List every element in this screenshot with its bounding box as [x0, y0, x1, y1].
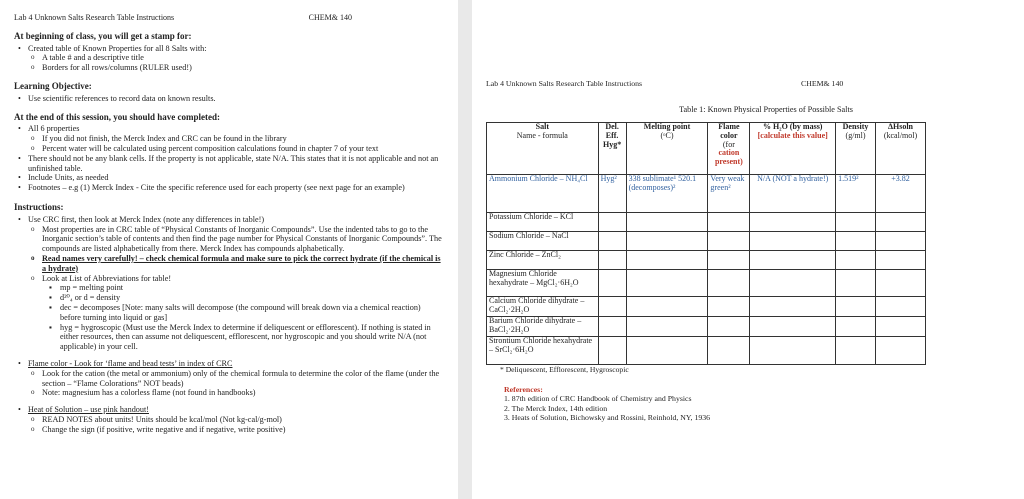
end-item4: • Footnotes – e.g (1) Merck Index - Cite the specific reference used for each property (see next page for an example) [28, 183, 442, 193]
end-sub1: o If you did not finish, the Merck Index and CRC can be found in the library [42, 134, 442, 144]
example-del: Hyg² [598, 175, 626, 213]
row-salt-srcl2: Strontium Chloride hexahydrate – SrCl₂·6H₂O [487, 337, 599, 365]
col-density: Density (g/ml) [836, 123, 876, 175]
abbr-dec: ▪ dec = decomposes [Note: many salts will decompose (the compound will break down via a chemical reaction) before turning into liquid or gas] [60, 303, 442, 323]
row-salt-bacl2: Barium Chloride dihydrate – BaCl₂·2H₂O [487, 317, 599, 337]
end-item2: • There should not be any blank cells. If the property is not applicable, state N/A. This states that it is not applicable and not an unfinished table. [28, 154, 442, 174]
reference-2: 2. The Merck Index, 14th edition [504, 403, 608, 413]
heat-item: • Heat of Solution – use pink handout! o READ NOTES about units! Units should be kcal/mol (Not kg-cal/g-mol) o Change the sign (if positive, write negative and if negative, write positive) [28, 405, 442, 434]
example-water: N/A (NOT a hydrate!) [750, 175, 836, 213]
instr-sub3: o Look at List of Abbreviations for table! ▪ mp = melting point ▪ d²⁰₄ or d = density ▪ dec = decomposes [Note: many salts will decompose (the compound will break down via a chemical reaction) before turning into liquid or gas] ▪ hyg = hygroscopic (Must use the Merck Index to determine if deliquescent or efflorescent). If nothing is stated in either resources, then can assume not deliquescent, efflorescent, nor hygroscopic and you should write N/A (not applicable) in your cell. [42, 274, 442, 352]
row-salt-kcl: Potassium Chloride – KCl [487, 213, 599, 232]
references-title: References: [504, 385, 543, 394]
flame-item: • Flame color - Look for ‘flame and bead tests’ in index of CRC o Look for the cation (the metal or ammonium) only of the chemical formula to determine the color of the flame (under the section – “Flame Colorations” NOT beads) o Note: magnesium has a colorless flame (not found in handbooks) [28, 359, 442, 398]
heat-sub1: o READ NOTES about units! Units should be kcal/mol (Not kg-cal/g-mol) [42, 415, 442, 425]
instr-list [14, 215, 442, 352]
abbr-mp: ▪ mp = melting point [60, 283, 442, 293]
table-footnote: * Deliquescent, Efflorescent, Hygroscopic [500, 365, 629, 374]
col-del: Del. Eff. Hyg* [598, 123, 626, 175]
stamp-sub2: o Borders for all rows/columns (RULER used!) [42, 63, 442, 73]
stamp-heading: At beginning of class, you will get a stamp for: [14, 30, 192, 41]
objective-item: • Use scientific references to record data on known results. [28, 94, 442, 104]
flame-sub2: o Note: magnesium has a colorless flame (not found in handbooks) [42, 388, 442, 398]
table-row [487, 232, 926, 251]
stamp-list [14, 44, 442, 73]
col-melting: Melting point (ᵒC) [626, 123, 708, 175]
heat-sub2: o Change the sign (if positive, write negative and if negative, write positive) [42, 425, 442, 435]
reference-1: 1. 87th edition of CRC Handbook of Chemistry and Physics [504, 394, 692, 404]
left-header [14, 13, 442, 23]
col-heat: ΔHsoln (kcal/mol) [876, 123, 926, 175]
row-salt-nacl: Sodium Chloride – NaCl [487, 232, 599, 251]
left-page [0, 0, 458, 499]
right-header [486, 0, 1024, 88]
page-divider [458, 0, 472, 499]
left-header-course: CHEM& 140 [308, 13, 352, 22]
table-row [487, 317, 926, 337]
end-heading: At the end of this session, you should have completed: [14, 111, 221, 122]
right-header-title: Lab 4 Unknown Salts Research Table Instructions [486, 79, 643, 88]
abbr-density: ▪ d²⁰₄ or d = density [60, 293, 442, 303]
table-caption: Table 1: Known Physical Properties of Possible Salts [679, 105, 853, 114]
example-salt: Ammonium Chloride – NH₄Cl [487, 175, 599, 213]
instr-sub2: o Read names very carefully! – check chemical formula and make sure to pick the correct hydrate (if the chemical is a hydrate) [42, 254, 442, 274]
example-flame: Very weak green² [708, 175, 750, 213]
references [504, 385, 1024, 422]
objective-heading: Learning Objective: [14, 80, 92, 91]
table-row-example [487, 175, 926, 213]
table-row [487, 213, 926, 232]
example-melting: 338 sublimate¹ 520.1 (decomposes)² [626, 175, 708, 213]
stamp-item: • Created table of Known Properties for all 8 Salts with: o A table # and a descriptive title o Borders for all rows/columns (RULER used!) [28, 44, 442, 73]
instr-sub1: o Most properties are in CRC table of “Physical Constants of Inorganic Compounds”. Use the indented tabs to go to the Inorganic section’s table of contents and then find the page number for Physical Constants of Inorganic Compounds”. The compounds are listed alphabetically from there. Merck Index has compounds alphabetically. [42, 225, 442, 254]
properties-table [486, 122, 926, 365]
right-page [472, 0, 1024, 499]
instr-item1: • Use CRC first, then look at Merck Index (note any differences in table!) o Most properties are in CRC table of “Physical Constants of Inorganic Compounds”. Use the indented tabs to go to the Inorganic section’s table of contents and then find the page number for Physical Constants of Inorganic Compounds”. The compounds are listed alphabetically from there. Merck Index has compounds alphabetically. o Read names very carefully! – check chemical formula and make sure to pick the correct hydrate (if the chemical is a hydrate) o Look at List of Abbreviations for table! ▪ mp = melting point ▪ d²⁰₄ or d = density ▪ dec = decomposes [Note: many salts will decompose (the compound will break down via a chemical reaction) before turning into liquid or gas] ▪ hyg = hygroscopic (Must use the Merck Index to determine if deliquescent or efflorescent). If nothing is stated in either resources, then can assume not deliquescent, efflorescent, nor hygroscopic and you should write N/A (not applicable) in your cell. [28, 215, 442, 352]
col-flame: Flame color (for cation present) [708, 123, 750, 175]
end-item3: • Include Units, as needed [28, 173, 442, 183]
end-sub2: o Percent water will be calculated using percent composition calculations found in chapter 7 of your text [42, 144, 442, 154]
table-row [487, 337, 926, 365]
reference-3: 3. Heats of Solution, Bichowsky and Rossini, Reinhold, NY, 1936 [504, 412, 711, 422]
row-salt-zncl2: Zinc Chloride – ZnCl₂ [487, 251, 599, 270]
row-salt-cacl2: Calcium Chloride dihydrate – CaCl₂·2H₂O [487, 297, 599, 317]
example-density: 1.519² [836, 175, 876, 213]
left-header-title: Lab 4 Unknown Salts Research Table Instructions [14, 13, 175, 22]
flame-sub1: o Look for the cation (the metal or ammonium) only of the chemical formula to determine the color of the flame (under the section – “Flame Colorations” NOT beads) [42, 369, 442, 389]
stamp-sub1: o A table # and a descriptive title [42, 53, 442, 63]
table-row [487, 251, 926, 270]
right-header-course: CHEM& 140 [801, 79, 844, 88]
table-row [487, 270, 926, 297]
row-salt-mgcl2: Magnesium Chloride hexahydrate – MgCl₂·6H₂O [487, 270, 599, 297]
table-header-row [487, 123, 926, 175]
col-water: % H₂O (by mass) [calculate this value] [750, 123, 836, 175]
abbr-hyg: ▪ hyg = hygroscopic (Must use the Merck Index to determine if deliquescent or efflorescent). If nothing is stated in either resources, then can assume not deliquescent, efflorescent, nor hygroscopic and you should write N/A (not applicable) in your cell. [60, 323, 442, 352]
end-list [14, 124, 442, 193]
example-heat: +3.82 [876, 175, 926, 213]
instr-heading: Instructions: [14, 201, 64, 212]
table-row [487, 297, 926, 317]
col-salt: Salt Name - formula [487, 123, 599, 175]
end-item1: • All 6 properties o If you did not finish, the Merck Index and CRC can be found in the library o Percent water will be calculated using percent composition calculations found in chapter 7 of your text [28, 124, 442, 153]
